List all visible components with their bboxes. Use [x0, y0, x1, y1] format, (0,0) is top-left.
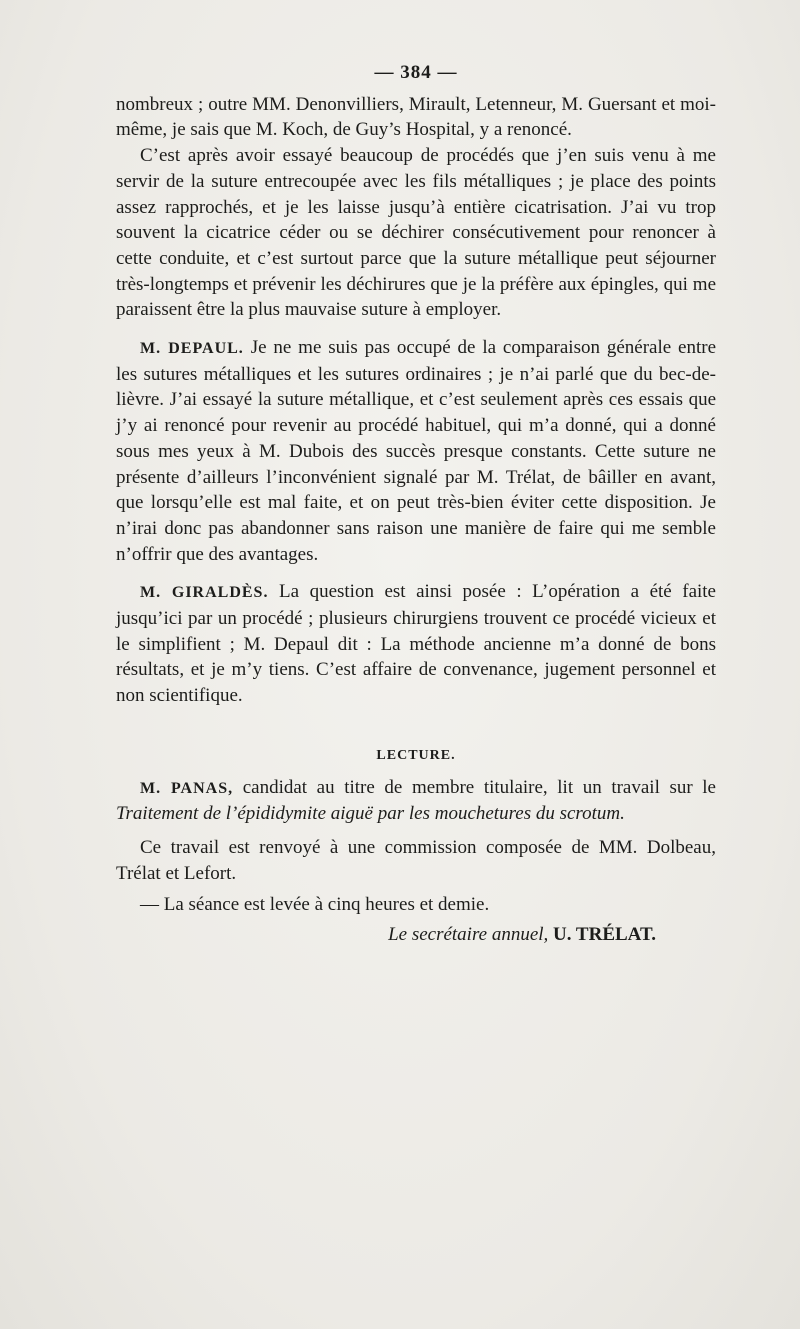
- text-body: [116, 60, 716, 948]
- paragraph-continued: nombreux ; outre MM. Denonvilliers, Mirault, Letenneur, M. Guersant et moi-même, je sais que M. Koch, de Guy’s Hospital, y a renoncé.: [116, 93, 716, 141]
- closing-line: — La séance est levée à cinq heures et demie.: [140, 894, 490, 916]
- section-title-lecture: LECTURE.: [376, 747, 456, 763]
- lecture-text: candidat au titre de membre titulaire, lit un travail sur le: [242, 776, 716, 798]
- signature: [116, 922, 716, 948]
- paragraph-suture: C’est après avoir essayé beaucoup de procédés que j’en suis venu à me servir de la suture entrecoupée avec les fils métalliques ; je place des points assez rapprochés, et je les laisse jusqu’à entière cicatrisation. J’ai vu trop souvent la cicatrice céder ou se déchirer consécutivement pour renoncer à cette conduite, et c’est surtout parce que la suture métallique peut séjourner très-longtemps et prévenir les déchirures que je la préfère aux épingles, qui me paraissent être la plus mauvaise suture à employer.: [116, 145, 716, 321]
- speech-depaul-text: Je ne me suis pas occupé de la comparaison générale entre les sutures métalliques et les sutures ordinaires ; je n’ai parlé que du bec-de-lièvre. J’ai essayé la suture métallique, et c’est seulement après ces essais que j’y ai renoncé pour revenir au procédé habituel, qui m’a donné, qui a donné sous mes yeux à M. Dubois des succès presque constants. Cette suture ne présente d’ailleurs l’inconvénient signalé par M. Trélat, de bâiller en avant, que lorsqu’elle est mal faite, et on peut très-bien éviter cette disposition. Je n’irai donc pas abandonner sans raison une manière de faire qui me semble n’offrir que des avantages.: [116, 337, 717, 565]
- lecture-paragraph: [116, 775, 716, 827]
- speaker-depaul: M. DEPAUL.: [140, 340, 244, 358]
- speech-depaul: [116, 335, 716, 567]
- speech-giraldes-text: La question est ainsi posée : L’opération a été faite jusqu’ici par un procédé ; plusieurs chirurgiens trouvent ce procédé vicieux et le simplifient ; M. Depaul dit : La méthode ancienne m’a donné de bons résultats, et je m’y tiens. C’est affaire de convenance, jugement personnel et non scientifique.: [116, 581, 716, 707]
- signature-role: Le secrétaire annuel,: [388, 924, 549, 946]
- page-number: — 384 —: [374, 62, 458, 83]
- signature-name: U. TRÉLAT.: [553, 924, 656, 946]
- lecture-work-title: Traitement de l’épididymite aiguë par les mouchetures du scrotum.: [116, 803, 625, 825]
- speaker-panas: M. PANAS,: [140, 779, 234, 797]
- speech-giraldes: [116, 579, 716, 709]
- speaker-giraldes: M. GIRALDÈS.: [140, 584, 269, 602]
- referral-paragraph: Ce travail est renvoyé à une commission composée de MM. Dolbeau, Trélat et Lefort.: [116, 836, 716, 884]
